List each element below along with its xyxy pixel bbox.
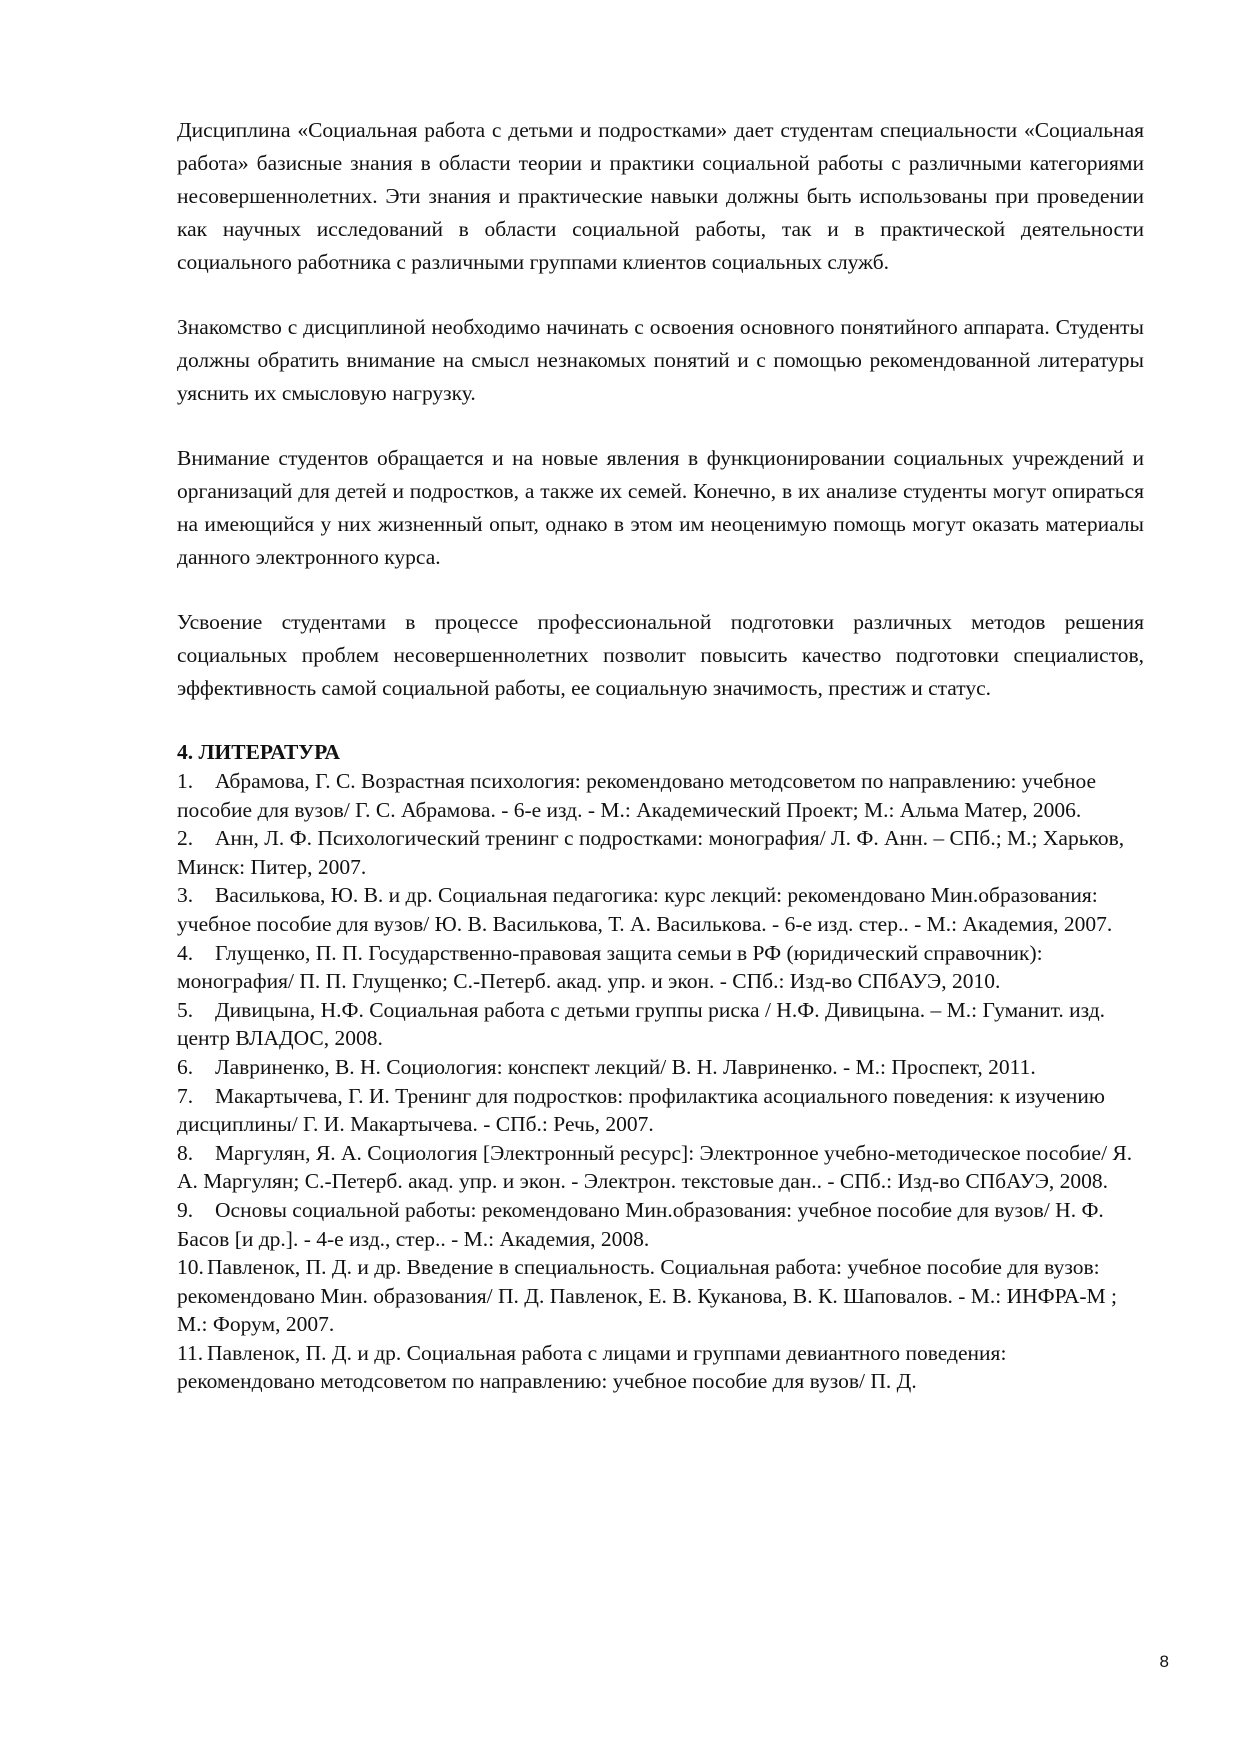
reference-number: 5. xyxy=(177,997,194,1022)
reference-number: 8. xyxy=(177,1140,194,1165)
reference-item xyxy=(177,939,1144,996)
reference-text: Лавриненко, В. Н. Социология: конспект лекций/ В. Н. Лавриненко. - М.: Проспект, 2011. xyxy=(215,1054,1036,1079)
reference-number: 11. xyxy=(177,1340,204,1365)
paragraph-intro: Дисциплина «Социальная работа с детьми и подростками» дает студентам специальности «Социальная работа» базисные знания в области теории и практики социальной работы с различными категориями несовершеннолетних. Эти знания и практические навыки должны быть использованы при проведении как научных исследований в области социальной работы, так и в практической деятельности социального работника с различными группами клиентов социальных служб. xyxy=(177,118,1144,274)
section-heading-literature: 4. ЛИТЕРАТУРА xyxy=(177,740,340,764)
reference-item xyxy=(177,1253,1144,1339)
reference-number: 1. xyxy=(177,769,194,793)
reference-item xyxy=(177,824,1144,881)
reference-number: 6. xyxy=(177,1054,194,1079)
reference-number: 7. xyxy=(177,1083,194,1108)
reference-number: 10. xyxy=(177,1255,204,1280)
reference-item xyxy=(177,1339,1144,1396)
reference-text: Дивицына, Н.Ф. Социальная работа с детьми группы риска / Н.Ф. Дивицына. – М.: Гуманит. изд. центр ВЛАДОС, 2008. xyxy=(177,997,1106,1051)
page-number: 8 xyxy=(1159,1652,1169,1671)
reference-list xyxy=(177,767,1144,1396)
reference-text: Павленок, П. Д. и др. Социальная работа с лицами и группами девиантного поведения: рекомендовано методсоветом по направлению: учебное пособие для вузов/ П. Д. xyxy=(177,1340,1007,1394)
reference-item xyxy=(177,1053,1144,1082)
reference-item xyxy=(177,1139,1144,1196)
reference-number: 9. xyxy=(177,1197,194,1222)
reference-text: Василькова, Ю. В. и др. Социальная педагогика: курс лекций: рекомендовано Мин.образования: учебное пособие для вузов/ Ю. В. Василькова, Т. А. Василькова. - 6-е изд. стер.. - М.: Академия, 2007. xyxy=(177,883,1113,936)
reference-item xyxy=(177,881,1144,938)
reference-text: Глущенко, П. П. Государственно-правовая защита семьи в РФ (юридический справочник): монография/ П. П. Глущенко; С.-Петерб. акад. упр. и экон. - СПб.: Изд-во СПбАУЭ, 2010. xyxy=(177,940,1043,994)
paragraph-concepts: Знакомство с дисциплиной необходимо начинать с освоения основного понятийного аппарата. Студенты должны обратить внимание на смысл незнакомых понятий и с помощью рекомендованной литературы уяснить их смысловую нагрузку. xyxy=(177,315,1144,405)
document-page xyxy=(177,114,1144,1396)
reference-text: Абрамова, Г. С. Возрастная психология: рекомендовано методсоветом по направлению: учебное пособие для вузов/ Г. С. Абрамова. - 6-е изд. - М.: Академический Проект; М.: Альма Матер, 2006. xyxy=(177,769,1097,822)
reference-item xyxy=(177,767,1144,824)
reference-number: 3. xyxy=(177,883,194,908)
reference-text: Макартычева, Г. И. Тренинг для подростков: профилактика асоциального поведения: к изучению дисциплины/ Г. И. Макартычева. - СПб.: Речь, 2007. xyxy=(177,1083,1105,1137)
reference-item xyxy=(177,996,1144,1053)
reference-text: Анн, Л. Ф. Психологический тренинг с подростками: монография/ Л. Ф. Анн. – СПб.; М.; Харьков, Минск: Питер, 2007. xyxy=(177,826,1125,879)
reference-number: 4. xyxy=(177,940,194,965)
reference-number: 2. xyxy=(177,826,194,851)
reference-text: Павленок, П. Д. и др. Введение в специальность. Социальная работа: учебное пособие для вузов: рекомендовано Мин. образования/ П. Д. Павленок, Е. В. Куканова, В. К. Шаповалов. - М.: ИНФРА-М ; М.: Форум, 2007. xyxy=(177,1255,1118,1337)
reference-text: Маргулян, Я. А. Социология [Электронный ресурс]: Электронное учебно-методическое пособие/ Я. А. Маргулян; С.-Петерб. акад. упр. и экон. - Электрон. текстовые дан.. - СПб.: Изд-во СПбАУЭ, 2008. xyxy=(177,1140,1133,1194)
reference-item xyxy=(177,1082,1144,1139)
paragraph-mastery: Усвоение студентами в процессе профессиональной подготовки различных методов решения социальных проблем несовершеннолетних позволит повысить качество подготовки специалистов, эффективность самой социальной работы, ее социальную значимость, престиж и статус. xyxy=(177,610,1144,700)
paragraph-attention: Внимание студентов обращается и на новые явления в функционировании социальных учреждений и организаций для детей и подростков, а также их семей. Конечно, в их анализе студенты могут опираться на имеющийся у них жизненный опыт, однако в этом им неоценимую помощь могут оказать материалы данного электронного курса. xyxy=(177,446,1144,569)
reference-item xyxy=(177,1196,1144,1253)
reference-text: Основы социальной работы: рекомендовано Мин.образования: учебное пособие для вузов/ Н. Ф. Басов [и др.]. - 4-е изд., стер.. - М.: Академия, 2008. xyxy=(177,1197,1104,1251)
